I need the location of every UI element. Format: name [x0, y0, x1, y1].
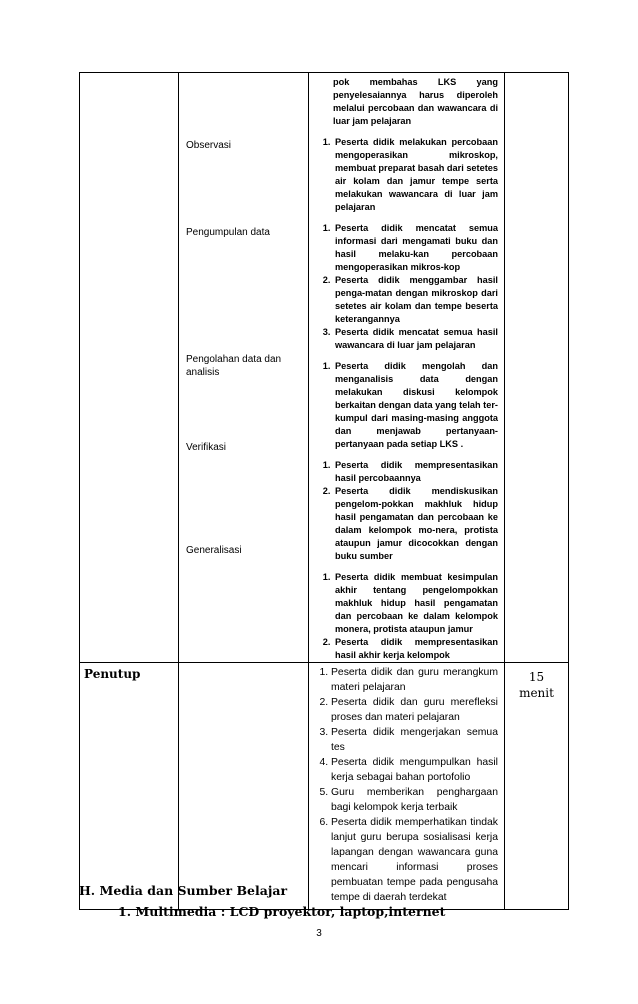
- activity-item: 2. Peserta didik mendiskusikan pengelom-pokkan makhluk hidup hasil pengamatan dan percobaan ke dalam kelompok mo-nera, protista ataupun jamur dicocokkan dengan buku sumber: [333, 485, 498, 563]
- closing-item: 1. Peserta didik dan guru merangkum materi pelajaran: [331, 665, 498, 695]
- step-generalisasi-activities: [309, 571, 504, 662]
- closing-stage-cell: [80, 663, 179, 910]
- stage-cell: [80, 73, 179, 663]
- step-name-verifikasi: Verifikasi: [186, 442, 227, 453]
- closing-activity-list: [309, 663, 504, 909]
- closing-row: [80, 663, 569, 910]
- closing-time: [505, 663, 568, 701]
- step-verifikasi-activities: [309, 459, 504, 563]
- closing-activities-cell: [309, 663, 505, 910]
- activity-item: 3. Peserta didik mencatat semua hasil wawancara di luar jam pelajaran: [333, 326, 498, 352]
- closing-item: 4. Peserta didik mengumpulkan hasil kerja sebagai bahan portofolio: [331, 755, 498, 785]
- activity-item: 1. Peserta didik melakukan percobaan mengoperasikan mikroskop, membuat preparat basah dari setetes air kolam dan jamur tempe serta melakukan wawancara di luar jam pelajaran: [333, 136, 498, 214]
- activity-item: 1. Peserta didik mencatat semua informasi dari mengamati buku dan hasil melaku-kan percobaan mengoperasikan mikros-kop: [333, 222, 498, 274]
- closing-item: 5. Guru memberikan penghargaan bagi kelompok kerja terbaik: [331, 785, 498, 815]
- intro-text: pok membahas LKS yang penyelesaiannya harus diperoleh melalui percobaan dan wawancara di luar jam pelajaran: [333, 77, 498, 126]
- time-cell: [505, 73, 569, 663]
- step-name-generalisasi: Generalisasi: [186, 545, 242, 556]
- time-unit: menit: [519, 686, 554, 700]
- lesson-plan-table: [79, 72, 569, 910]
- activity-item: 1. Peserta didik mengolah dan menganalisis data dengan melakukan diskusi kelompok berkaitan dengan data yang telah ter-kumpul dari masing-masing anggota dan menjawab pertanyaan-pertanyaan pada setiap LKS .: [333, 360, 498, 451]
- closing-item: 6. Peserta didik memperhatikan tindak lanjut guru berupa sosialisasi kerja lapangan dengan wawancara guna mencari informasi proses pembuatan tempe pada pengusaha tempe di daerah terdekat: [331, 815, 498, 905]
- closing-steps-cell: [179, 663, 309, 910]
- activity-item: 2. Peserta didik mempresentasikan hasil akhir kerja kelompok: [333, 636, 498, 662]
- step-names-cell: [179, 73, 309, 663]
- page-number: 3: [316, 928, 322, 939]
- activity-item: 1. Peserta didik membuat kesimpulan akhir tentang pengelompokkan makhluk hidup hasil pengamatan dan percobaan ke dalam kelompok monera, protista ataupun jamur: [333, 571, 498, 636]
- section-item: 1. Multimedia : LCD proyektor, laptop,internet: [118, 904, 446, 919]
- core-activity-row: [80, 73, 569, 663]
- activities-cell: [309, 73, 505, 663]
- step-name-pengumpulan: Pengumpulan data: [186, 227, 270, 238]
- closing-item: 2. Peserta didik dan guru merefleksi proses dan materi pelajaran: [331, 695, 498, 725]
- step-name-observasi: Observasi: [186, 140, 232, 151]
- activity-item: 1. Peserta didik mempresentasikan hasil percobaannya: [333, 459, 498, 485]
- closing-label: Penutup: [84, 667, 141, 681]
- time-value: 15: [528, 670, 545, 684]
- closing-time-cell: [505, 663, 569, 910]
- step-pengumpulan-activities: [309, 222, 504, 352]
- section-heading: H. Media dan Sumber Belajar: [79, 883, 288, 898]
- closing-item: 3. Peserta didik mengerjakan semua tes: [331, 725, 498, 755]
- activity-item: 2. Peserta didik menggambar hasil penga-matan dengan mikroskop dari setetes air kolam dan tempe beserta keterangannya: [333, 274, 498, 326]
- step-name-pengolahan: Pengolahan data dan analisis: [186, 354, 282, 378]
- step-observasi-activities: [309, 136, 504, 214]
- step-pengolahan-activities: [309, 360, 504, 451]
